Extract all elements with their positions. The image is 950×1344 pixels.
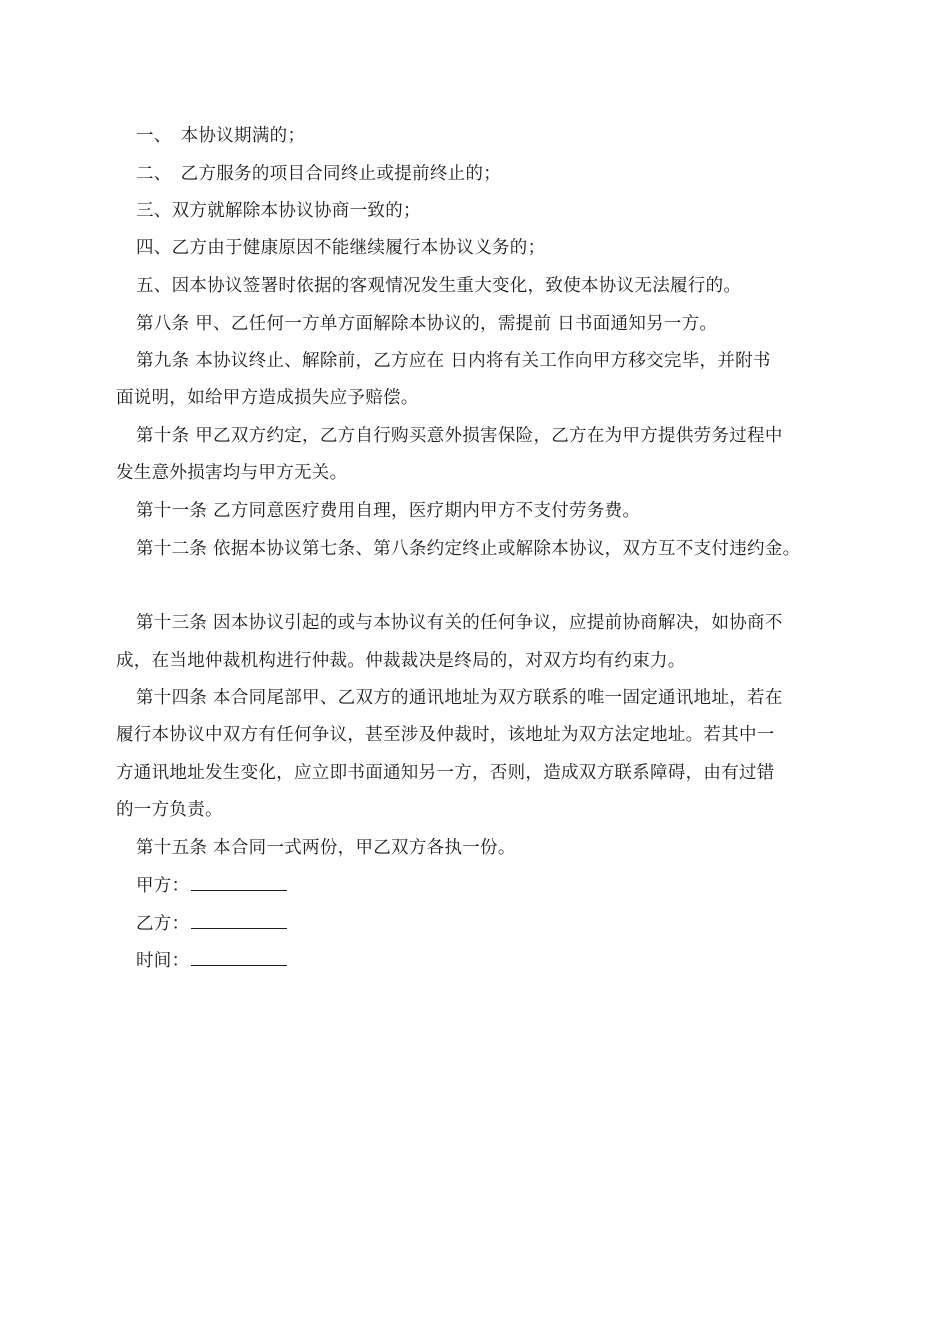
party-b-blank[interactable] [191,911,287,929]
article-9-line-2: 面说明，如给甲方造成损失应予赔偿。 [116,388,419,408]
termination-condition-5: 五、因本协议签署时依据的客观情况发生重大变化，致使本协议无法履行的。 [136,276,742,296]
article-13-line-2: 成，在当地仲裁机构进行仲裁。仲裁裁决是终局的，对双方均有约束力。 [116,651,686,671]
party-a-signature [136,873,287,898]
article-10-line-1: 第十条 甲乙双方约定，乙方自行购买意外损害保险，乙方在为甲方提供劳务过程中 [136,426,783,446]
article-12: 第十二条 依据本协议第七条、第八条约定终止或解除本协议，双方互不支付违约金。 [136,539,801,559]
article-8: 第八条 甲、乙任何一方单方面解除本协议的，需提前 日书面通知另一方。 [136,314,718,334]
article-14-line-3: 方通讯地址发生变化，应立即书面通知另一方，否则，造成双方联系障碍，由有过错 [116,763,775,783]
party-a-label: 甲方： [136,876,190,896]
article-13-line-1: 第十三条 因本协议引起的或与本协议有关的任何争议，应提前协商解决，如协商不 [136,613,783,633]
party-b-signature [136,911,287,936]
termination-condition-3: 三、双方就解除本协议协商一致的； [136,201,421,221]
termination-condition-2: 二、 乙方服务的项目合同终止或提前终止的； [136,164,502,184]
termination-condition-1: 一、 本协议期满的； [136,126,306,146]
party-b-label: 乙方： [136,914,190,934]
article-11: 第十一条 乙方同意医疗费用自理，医疗期内甲方不支付劳务费。 [136,501,641,521]
date-blank[interactable] [191,948,287,966]
article-9-line-1: 第九条 本协议终止、解除前，乙方应在 日内将有关工作向甲方移交完毕，并附书 [136,351,771,371]
date-label: 时间： [136,951,190,971]
article-14-line-4: 的一方负责。 [116,800,223,820]
article-14-line-2: 履行本协议中双方有任何争议，甚至涉及仲裁时，该地址为双方法定地址。若其中一 [116,725,775,745]
termination-condition-4: 四、乙方由于健康原因不能继续履行本协议义务的； [136,238,546,258]
party-a-blank[interactable] [191,873,287,891]
article-14-line-1: 第十四条 本合同尾部甲、乙双方的通讯地址为双方联系的唯一固定通讯地址，若在 [136,688,783,708]
date-signature [136,948,287,973]
article-10-line-2: 发生意外损害均与甲方无关。 [116,463,348,483]
article-15: 第十五条 本合同一式两份，甲乙双方各执一份。 [136,838,516,858]
